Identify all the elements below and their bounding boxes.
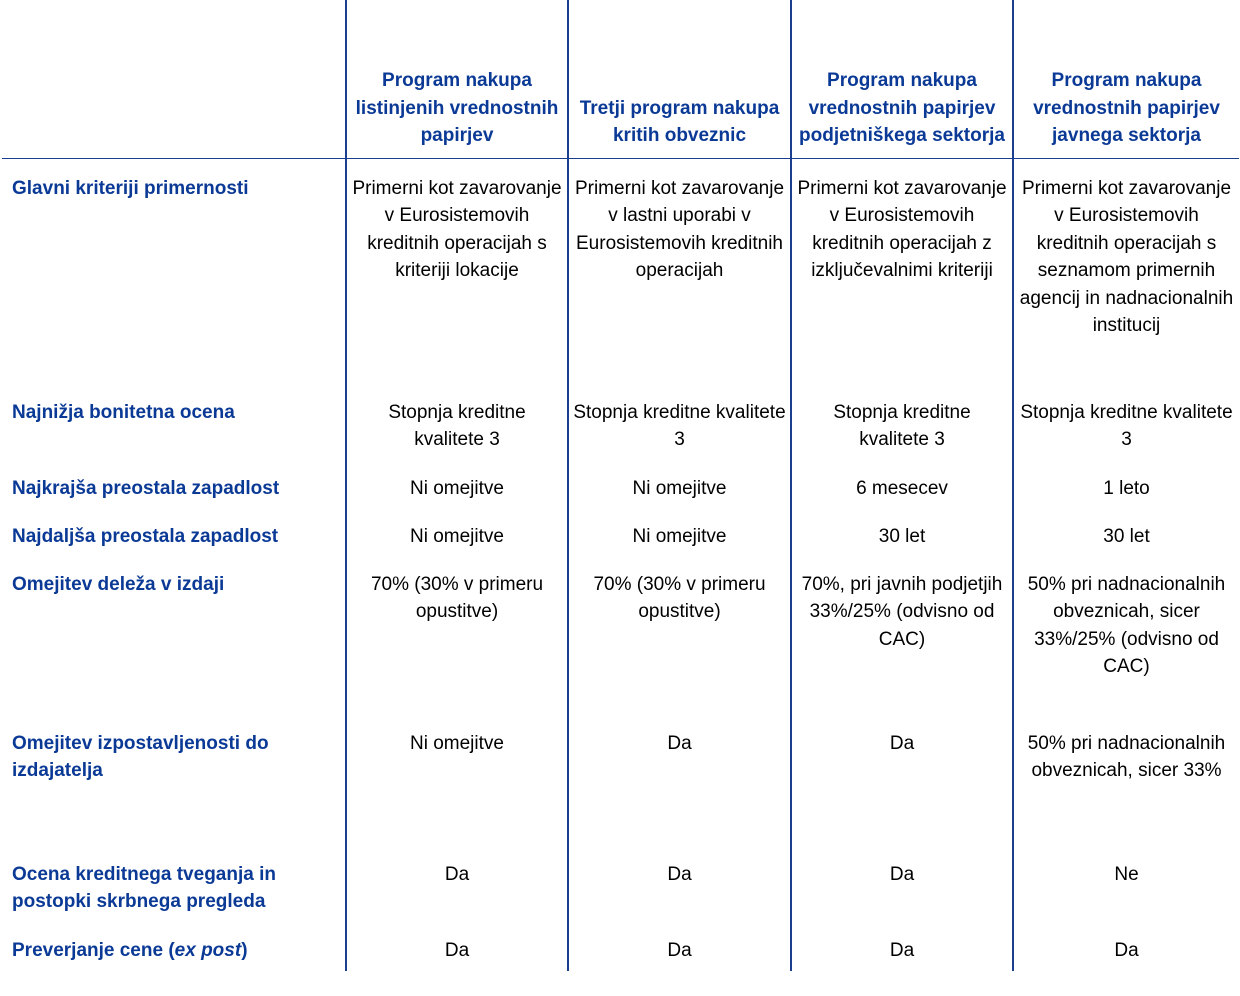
row-label: Najnižja bonitetna ocena [12, 401, 235, 423]
table-cell: Da [568, 937, 791, 971]
row-label-prefix: Preverjanje cene ( [12, 939, 175, 961]
table-cell: Da [791, 861, 1013, 937]
column-header-cspp: Program nakupa vrednostnih papirjev podjetniškega sektorja [791, 0, 1013, 158]
row-label: Omejitev izpostavljenosti do izdajatelja [12, 732, 269, 781]
table-row [2, 475, 1239, 523]
column-header-pspp: Program nakupa vrednostnih papirjev javnega sektorja [1013, 0, 1239, 158]
table-row [2, 523, 1239, 571]
table-cell: Da [346, 937, 568, 971]
table-cell: 70% (30% v primeru opustitve) [346, 571, 568, 730]
table-row [2, 158, 1239, 399]
table-cell: Da [791, 937, 1013, 971]
table-cell: Ni omejitve [568, 523, 791, 571]
table-cell: Primerni kot zavarovanje v Eurosistemovih kreditnih operacijah z izključevalnimi kriteriji [791, 158, 1013, 399]
table-cell: 70%, pri javnih podjetjih 33%/25% (odvisno od CAC) [791, 571, 1013, 730]
table-cell: Stopnja kreditne kvalitete 3 [568, 399, 791, 475]
table-cell: Stopnja kreditne kvalitete 3 [1013, 399, 1239, 475]
table-row [2, 730, 1239, 861]
table-cell: 30 let [791, 523, 1013, 571]
row-label-suffix: ) [241, 939, 248, 961]
program-comparison-table [2, 0, 1239, 971]
table-cell: Primerni kot zavarovanje v Eurosistemovih kreditnih operacijah s kriteriji lokacije [346, 158, 568, 399]
row-label: Glavni kriteriji primernosti [12, 177, 249, 199]
table-header-row [2, 0, 1239, 158]
table-cell: 50% pri nadnacionalnih obveznicah, sicer 33%/25% (odvisno od CAC) [1013, 571, 1239, 730]
table-cell: Ni omejitve [346, 523, 568, 571]
header-corner-cell [2, 0, 346, 158]
table-cell: Ne [1013, 861, 1239, 937]
table-cell: 50% pri nadnacionalnih obveznicah, sicer 33% [1013, 730, 1239, 861]
column-header-cbpp3: Tretji program nakupa kritih obveznic [568, 0, 791, 158]
table-cell: Stopnja kreditne kvalitete 3 [346, 399, 568, 475]
row-label-emphasis: ex post [174, 939, 242, 961]
table-row [2, 861, 1239, 937]
table-cell: Da [568, 730, 791, 861]
table-cell: Primerni kot zavarovanje v lastni uporabi v Eurosistemovih kreditnih operacijah [568, 158, 791, 399]
table-cell: Da [791, 730, 1013, 861]
table-row [2, 571, 1239, 730]
row-label: Najkrajša preostala zapadlost [12, 477, 280, 499]
table-cell: Da [346, 861, 568, 937]
row-label: Omejitev deleža v izdaji [12, 573, 225, 595]
table-cell: 6 mesecev [791, 475, 1013, 523]
row-label: Najdaljša preostala zapadlost [12, 525, 279, 547]
table-cell: 70% (30% v primeru opustitve) [568, 571, 791, 730]
table-cell: Da [1013, 937, 1239, 971]
table-row [2, 937, 1239, 971]
column-header-abspp: Program nakupa listinjenih vrednostnih papirjev [346, 0, 568, 158]
table-cell: Stopnja kreditne kvalitete 3 [791, 399, 1013, 475]
row-label: Ocena kreditnega tveganja in postopki skrbnega pregleda [12, 863, 276, 912]
table-cell: Ni omejitve [346, 730, 568, 861]
table-cell: Primerni kot zavarovanje v Eurosistemovih kreditnih operacijah s seznamom primernih agencij in nadnacionalnih institucij [1013, 158, 1239, 399]
row-label [2, 937, 346, 971]
table-cell: Ni omejitve [346, 475, 568, 523]
table-cell: Da [568, 861, 791, 937]
table-row [2, 399, 1239, 475]
table-cell: 30 let [1013, 523, 1239, 571]
table-cell: 1 leto [1013, 475, 1239, 523]
table-cell: Ni omejitve [568, 475, 791, 523]
